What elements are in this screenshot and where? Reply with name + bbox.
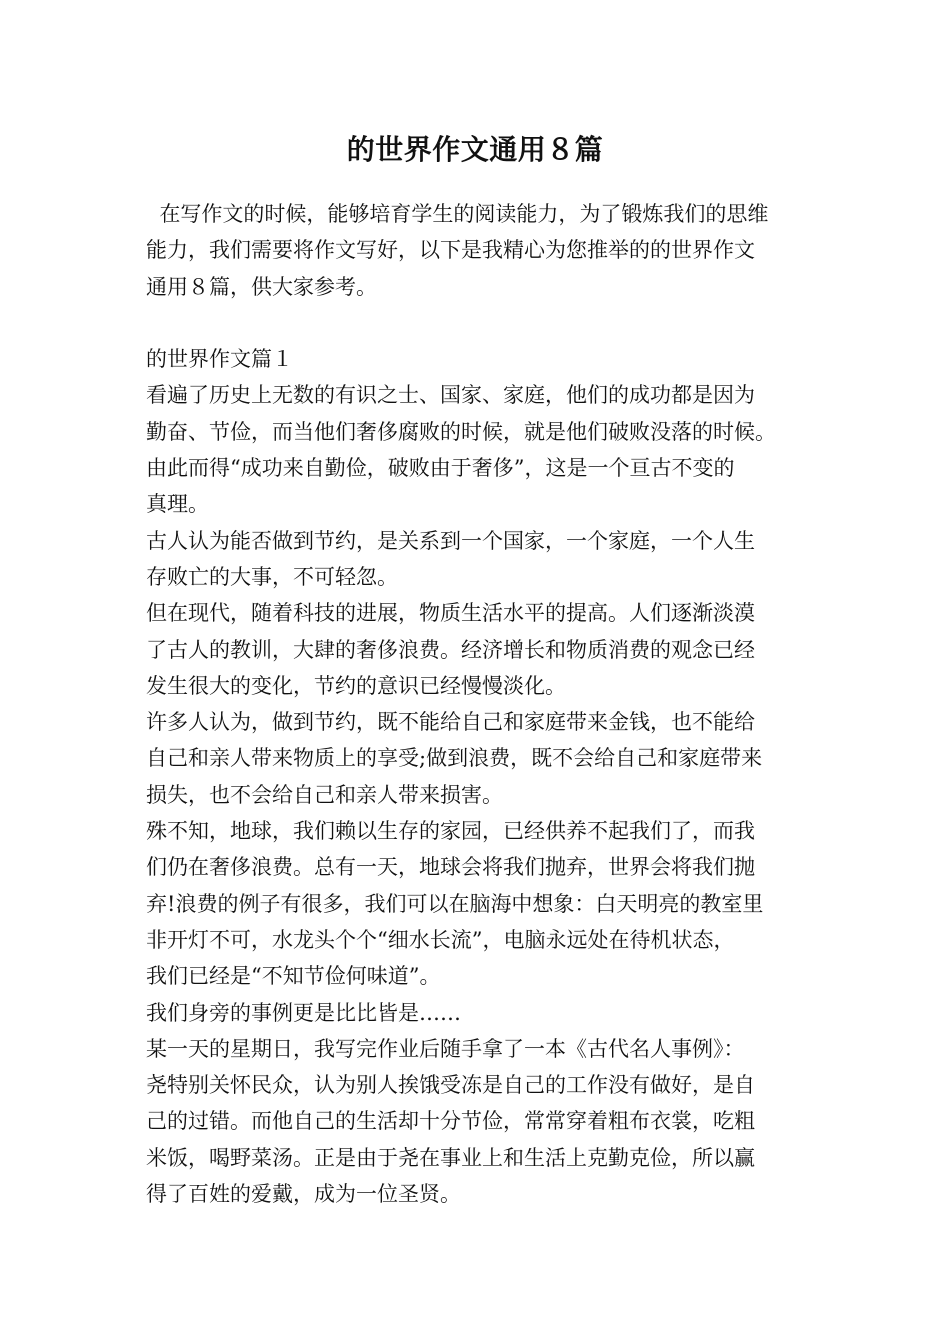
body-line: 得了百姓的爱戴，成为一位圣贤。 (146, 1182, 461, 1207)
body-line: 米饭，喝野菜汤。正是由于尧在事业上和生活上克勤克俭，所以赢 (146, 1145, 755, 1170)
body-line: 存败亡的大事，不可轻忽。 (146, 564, 398, 589)
body-line: 发生很大的变化，节约的意识已经慢慢淡化。 (146, 673, 566, 698)
body-line: 了古人的教训，大肆的奢侈浪费。经济增长和物质消费的观念已经 (146, 637, 755, 662)
body-line: 真理。 (146, 492, 209, 517)
intro-line: 通用８篇，供大家参考。 (146, 274, 377, 299)
body-line: 损失，也不会给自己和亲人带来损害。 (146, 782, 503, 807)
body-line: 勤奋、节俭，而当他们奢侈腐败的时候，就是他们破败没落的时候。 (146, 419, 776, 444)
body-line: 我们身旁的事例更是比比皆是…… (146, 1000, 461, 1025)
body-line: 看遍了历史上无数的有识之士、国家、家庭，他们的成功都是因为 (146, 383, 755, 408)
body-line: 非开灯不可，水龙头个个“细水长流”，电脑永远处在待机状态， (146, 927, 735, 952)
body-line: 由此而得“成功来自勤俭，破败由于奢侈”，这是一个亘古不变的 (146, 456, 735, 481)
body-line: 自己和亲人带来物质上的享受;做到浪费，既不会给自己和家庭带来 (146, 746, 763, 771)
body-line: 某一天的星期日，我写完作业后随手拿了一本《古代名人事例》： (146, 1036, 745, 1061)
document-content (146, 196, 818, 1212)
blank-line (146, 305, 818, 341)
section-heading: 的世界作文篇１ (146, 347, 293, 372)
body-line: 古人认为能否做到节约，是关系到一个国家，一个家庭，一个人生 (146, 528, 755, 553)
document-title: 的世界作文通用８篇 (346, 133, 604, 166)
body-line: 殊不知，地球，我们赖以生存的家园，已经供养不起我们了，而我 (146, 819, 755, 844)
body-line: 但在现代，随着科技的进展，物质生活水平的提高。人们逐渐淡漠 (146, 601, 755, 626)
body-line: 许多人认为，做到节约，既不能给自己和家庭带来金钱，也不能给 (146, 710, 755, 735)
body-line: 尧特别关怀民众，认为别人挨饿受冻是自己的工作没有做好，是自 (146, 1073, 755, 1098)
intro-line: 在写作文的时候，能够培育学生的阅读能力，为了锻炼我们的思维 (146, 202, 769, 226)
body-line: 们仍在奢侈浪费。总有一天，地球会将我们抛弃，世界会将我们抛 (146, 855, 755, 880)
body-line: 弃!浪费的例子有很多，我们可以在脑海中想象：白天明亮的教室里 (146, 891, 764, 916)
intro-line: 能力，我们需要将作文写好，以下是我精心为您推举的的世界作文 (146, 238, 755, 263)
body-line: 己的过错。而他自己的生活却十分节俭，常常穿着粗布衣裳，吃粗 (146, 1109, 755, 1134)
body-line: 我们已经是“不知节俭何味道”。 (146, 964, 441, 989)
